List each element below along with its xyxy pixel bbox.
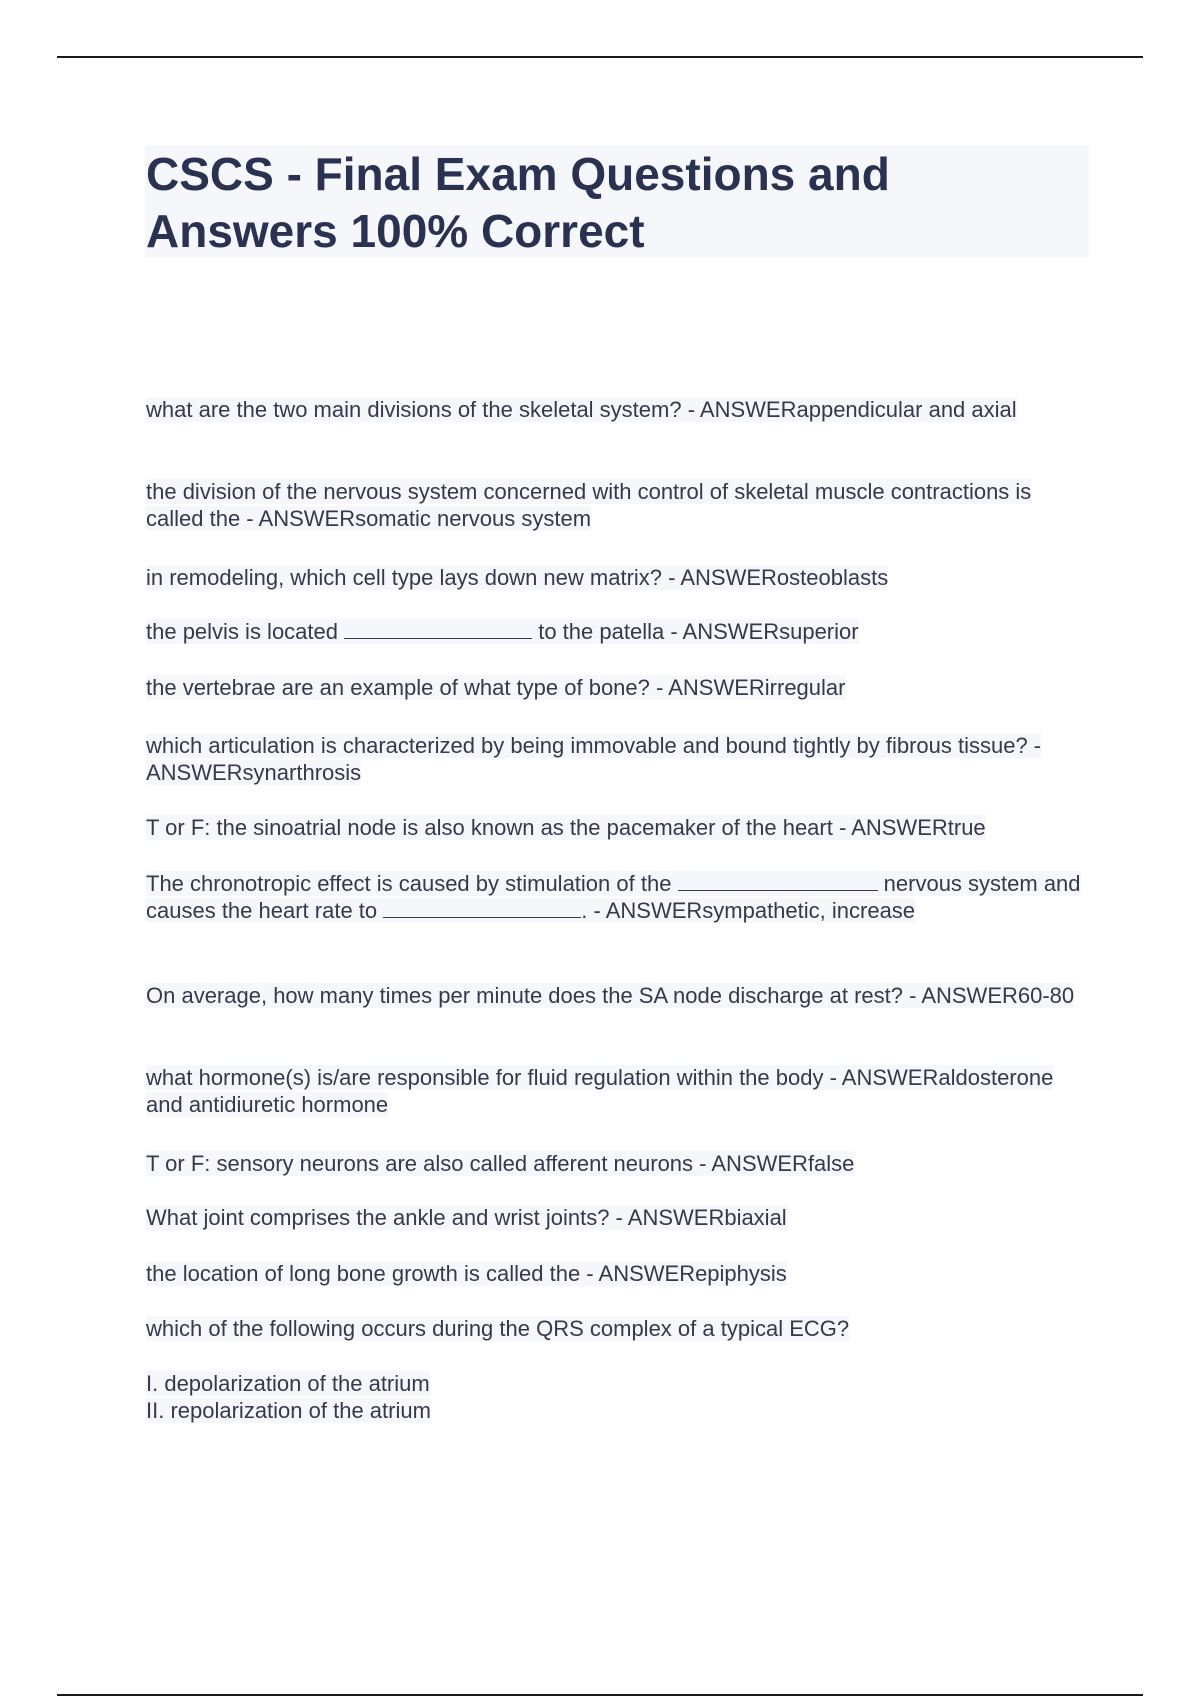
qa-text: On average, how many times per minute does the SA node discharge at rest? - ANSWER60-80: [146, 983, 1075, 1008]
qa-text: T or F: the sinoatrial node is also known as the pacemaker of the heart - ANSWERtrue: [146, 815, 986, 840]
qa-text: in remodeling, which cell type lays down new matrix? - ANSWERosteoblasts: [146, 565, 889, 590]
qa-text: which of the following occurs during the QRS complex of a typical ECG?: [146, 1316, 850, 1341]
header-rule: [57, 56, 1143, 58]
qa-text: nervous system and causes the heart rate to: [146, 871, 1081, 923]
fill-in-blank: [383, 899, 581, 918]
qa-item: [146, 618, 1086, 645]
qa-item: [146, 732, 1086, 786]
qa-item: [146, 674, 1086, 701]
qa-item: [146, 1150, 1086, 1177]
document-title: CSCS - Final Exam Questions and Answers 100% Correct: [146, 148, 890, 257]
qa-text: T or F: sensory neurons are also called afferent neurons - ANSWERfalse: [146, 1151, 855, 1176]
qa-text: . - ANSWERsympathetic, increase: [581, 898, 916, 923]
fill-in-blank: [344, 620, 532, 639]
qa-text: what hormone(s) is/are responsible for fluid regulation within the body - ANSWERaldosterone and antidiuretic hormone: [146, 1065, 1054, 1117]
footer-rule: [57, 1694, 1143, 1696]
qa-text: to the patella - ANSWERsuperior: [532, 619, 859, 644]
qa-item: [146, 564, 1086, 591]
qa-text: The chronotropic effect is caused by stimulation of the: [146, 871, 678, 896]
qa-item: [146, 1064, 1086, 1118]
qa-text: the location of long bone growth is called the - ANSWERepiphysis: [146, 1261, 787, 1286]
qa-item: [146, 1315, 1086, 1342]
option-line: II. repolarization of the atrium: [146, 1398, 431, 1423]
qa-options: [146, 1370, 1086, 1424]
qa-item: [146, 478, 1086, 532]
qa-item: [146, 814, 1086, 841]
qa-text: what are the two main divisions of the skeletal system? - ANSWERappendicular and axial: [146, 397, 1017, 422]
qa-item: [146, 396, 1086, 423]
option-line: I. depolarization of the atrium: [146, 1371, 430, 1396]
qa-text: the division of the nervous system concerned with control of skeletal muscle contractions is called the - ANSWERsomatic nervous system: [146, 479, 1032, 531]
qa-item: [146, 1260, 1086, 1287]
qa-item: [146, 1204, 1086, 1231]
qa-item: [146, 870, 1086, 924]
qa-text: which articulation is characterized by being immovable and bound tightly by fibrous tissue? - ANSWERsynarthrosis: [146, 733, 1042, 785]
qa-text: What joint comprises the ankle and wrist joints? - ANSWERbiaxial: [146, 1205, 787, 1230]
qa-item: [146, 982, 1086, 1009]
qa-text: the pelvis is located: [146, 619, 345, 644]
fill-in-blank: [678, 872, 878, 891]
qa-text: the vertebrae are an example of what type of bone? - ANSWERirregular: [146, 675, 846, 700]
